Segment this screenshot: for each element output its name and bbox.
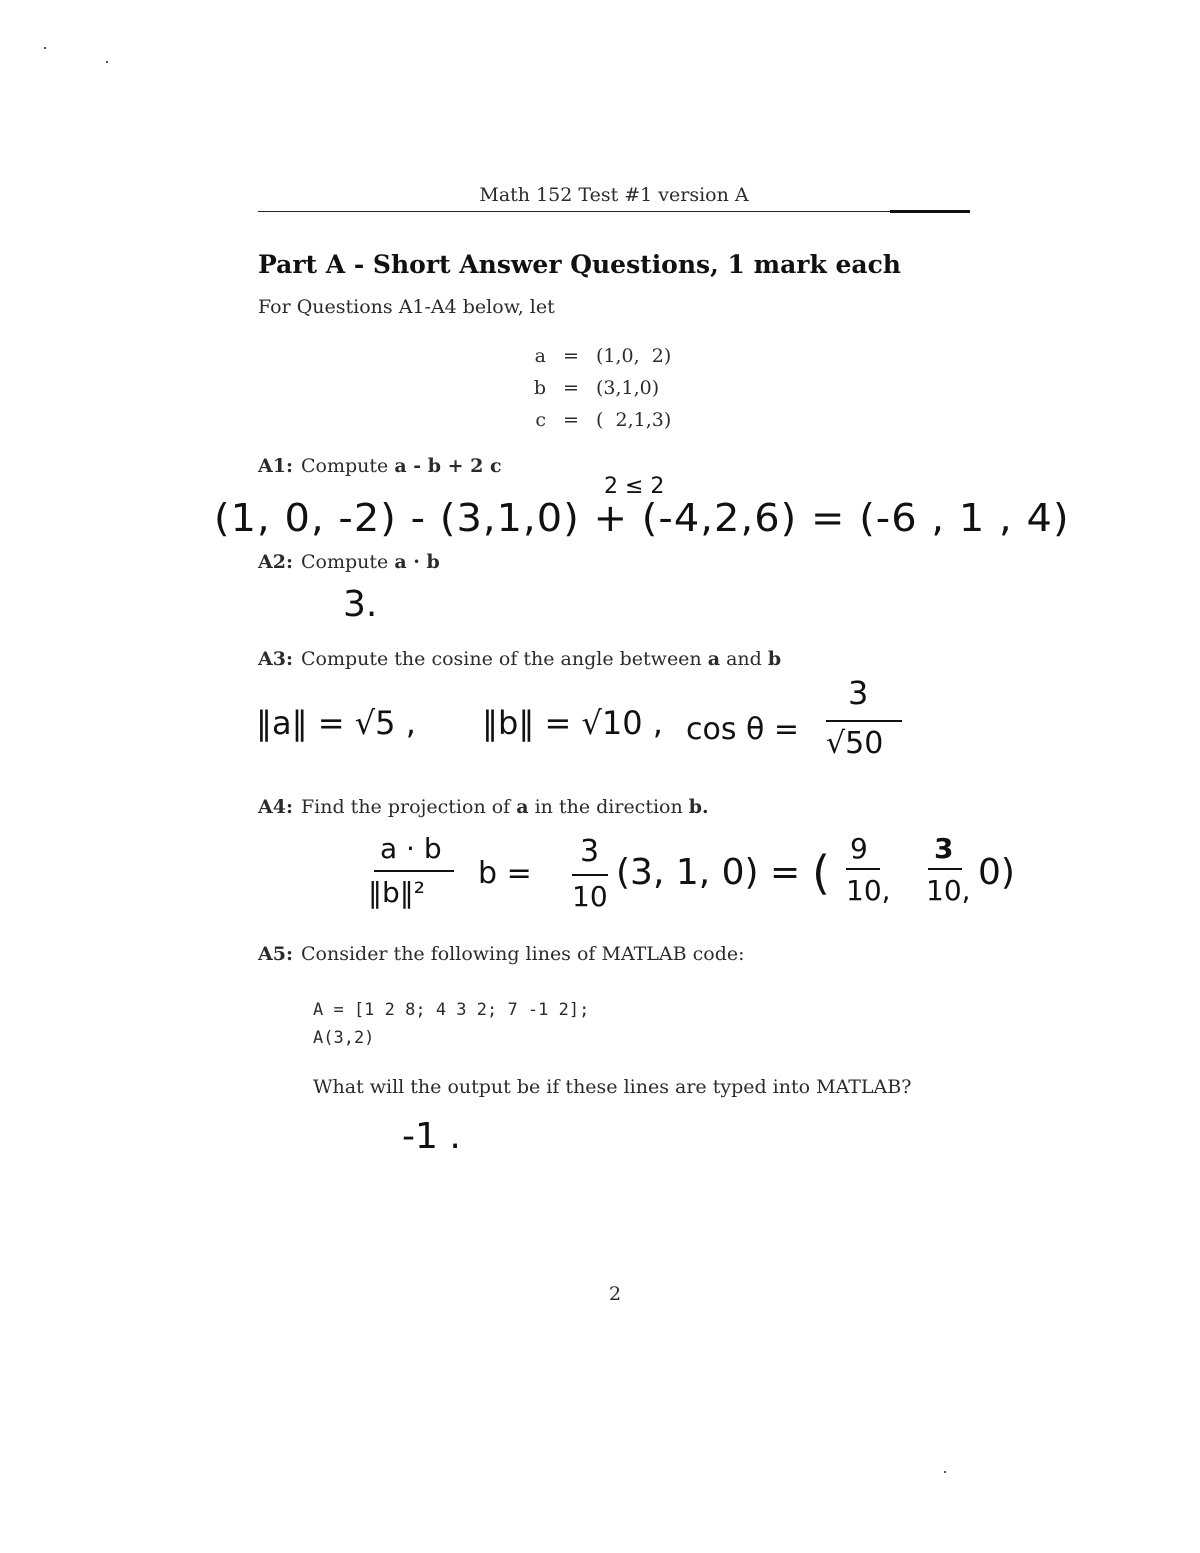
answer-a3-cos-label: cos θ = <box>686 712 800 747</box>
answer-a3-numerator: 3 <box>848 674 869 712</box>
code-line: A = [1 2 8; 4 3 2; 7 -1 2]; <box>313 1000 590 1020</box>
answer-a5: -1 . <box>402 1116 461 1157</box>
question-label: A4: <box>258 796 293 818</box>
definition-name: a <box>534 345 546 367</box>
answer-a4-c2-den: 10, <box>926 874 971 907</box>
header-rule <box>258 211 970 212</box>
answer-a4-c3: 0) <box>978 852 1015 893</box>
question-label: A3: <box>258 648 293 670</box>
part-heading: Part A - Short Answer Questions, 1 mark each <box>258 250 901 279</box>
vector-definitions <box>520 340 679 436</box>
question-connector: in the direction <box>534 796 683 818</box>
answer-a1-scratch: 2 ≤ 2 <box>604 474 665 499</box>
answer-a4-open-paren: ( <box>812 846 830 900</box>
question-vector-a: a <box>516 796 529 818</box>
answer-a4-frac-den: ‖b‖² <box>368 876 425 909</box>
scan-speck <box>944 1471 946 1473</box>
answer-a4-coef-den: 10 <box>572 880 608 913</box>
definition-value: (3,1,0) <box>596 377 660 399</box>
scan-speck <box>106 61 108 63</box>
question-text: Find the projection of <box>300 796 511 818</box>
question-vector-b: b. <box>688 796 709 818</box>
question-text: Compute <box>300 455 389 477</box>
definition-row <box>520 404 679 436</box>
question-vector-b: b <box>767 648 782 670</box>
question-text: Compute <box>300 551 389 573</box>
matlab-code-block <box>313 996 589 1052</box>
scan-speck <box>44 47 46 49</box>
answer-a4-vector: (3, 1, 0) = <box>616 852 801 893</box>
definition-name: b <box>533 377 546 399</box>
answer-a4-c2-num: 3 <box>934 832 954 865</box>
question-label: A5: <box>258 943 293 965</box>
question-a3 <box>258 648 781 670</box>
answer-a3-denominator: √50 <box>826 726 884 761</box>
question-connector: and <box>726 648 762 670</box>
question-text: Consider the following lines of MATLAB code: <box>300 943 745 965</box>
definition-equals: = <box>563 345 579 367</box>
definition-name: c <box>535 409 546 431</box>
definition-row <box>520 340 679 372</box>
answer-a4-c1-den: 10, <box>846 874 891 907</box>
question-text: Compute the cosine of the angle between <box>300 648 702 670</box>
question-a1 <box>258 455 502 477</box>
question-a2 <box>258 551 440 573</box>
fraction-bar <box>572 874 608 876</box>
question-vector-a: a <box>707 648 721 670</box>
answer-a1-work: (1, 0, -2) - (3,1,0) + (-4,2,6) = (-6 , 1 , 4) <box>214 496 1070 540</box>
question-a5-followup: What will the output be if these lines are typed into MATLAB? <box>313 1076 912 1098</box>
question-expression: a · b <box>394 551 440 573</box>
answer-a4-coef-num: 3 <box>580 834 600 869</box>
question-label: A2: <box>258 551 293 573</box>
question-a4 <box>258 796 709 818</box>
definition-equals: = <box>563 377 579 399</box>
code-line: A(3,2) <box>313 1028 375 1048</box>
definition-row <box>520 372 679 404</box>
answer-a3-norm-a: ‖a‖ = √5 , <box>256 704 416 742</box>
answer-a4-frac-num: a · b <box>380 832 442 865</box>
test-header-title: Math 152 Test #1 version A <box>479 184 749 206</box>
page-number: 2 <box>608 1283 622 1305</box>
definition-value: ( 2,1,3) <box>596 409 672 431</box>
fraction-bar <box>826 720 902 722</box>
fraction-bar <box>846 868 880 870</box>
header-rule-accent <box>890 210 970 213</box>
answer-a4-c1-num: 9 <box>850 832 868 865</box>
question-label: A1: <box>258 455 293 477</box>
definition-equals: = <box>563 409 579 431</box>
answer-a2: 3. <box>343 584 378 625</box>
answer-a4-b-eq: b = <box>478 856 532 891</box>
fraction-bar <box>374 870 454 872</box>
fraction-bar <box>928 868 962 870</box>
answer-a3-norm-b: ‖b‖ = √10 , <box>482 704 663 742</box>
question-expression: a - b + 2 c <box>394 455 502 477</box>
question-a5 <box>258 943 745 965</box>
part-intro: For Questions A1-A4 below, let <box>258 296 555 318</box>
definition-value: (1,0, 2) <box>596 345 672 367</box>
